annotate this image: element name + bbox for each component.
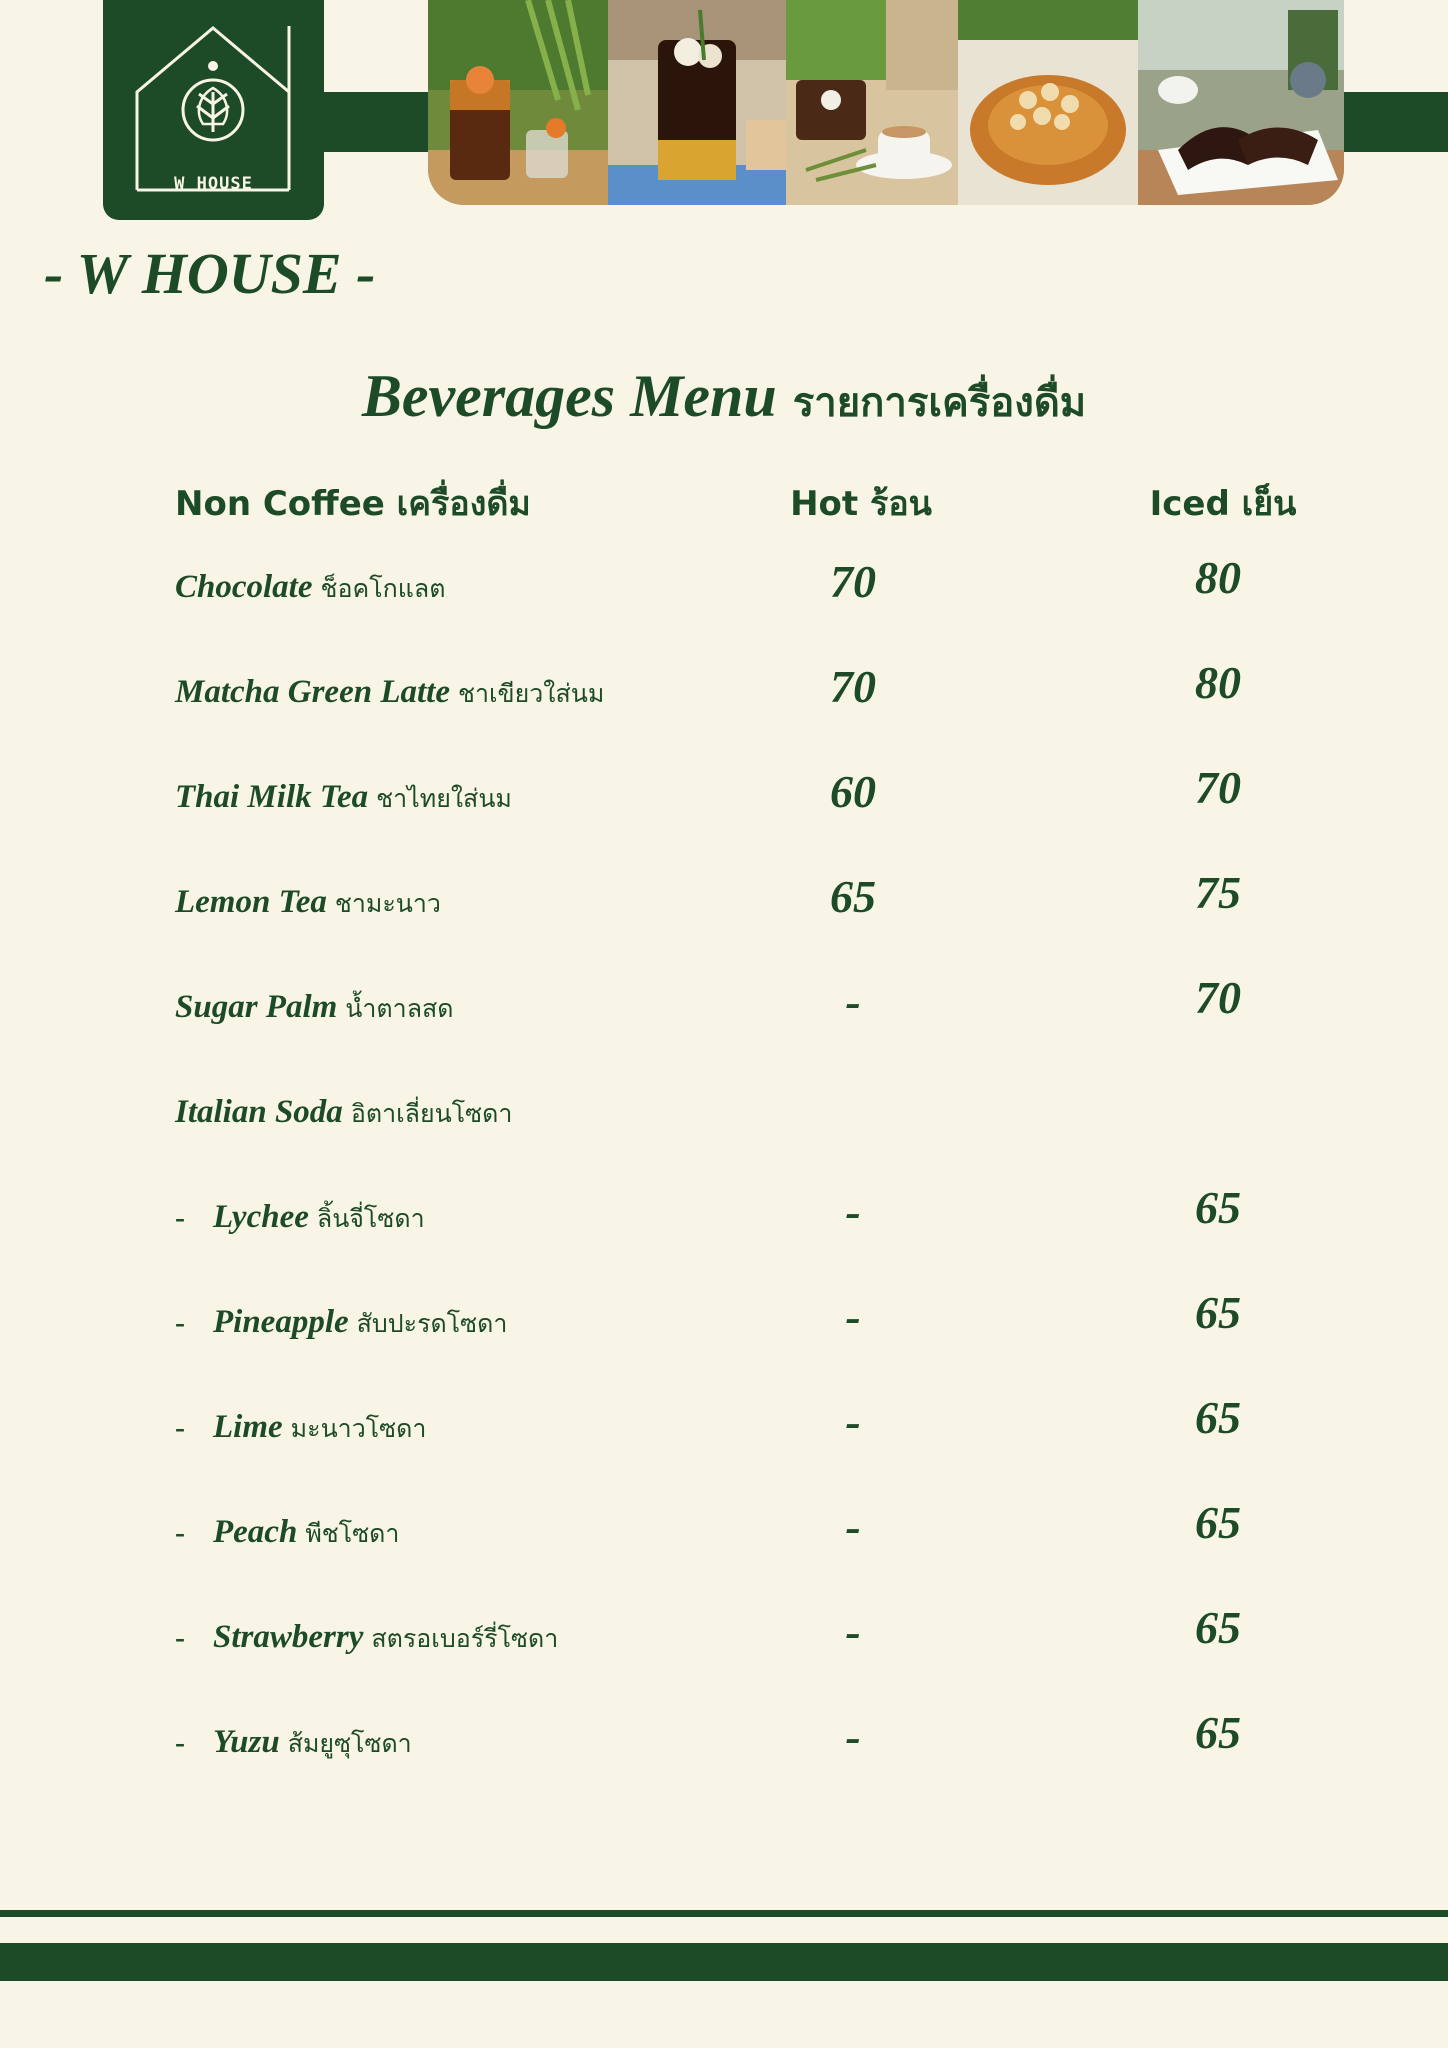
menu-item-row [0,1287,1448,1361]
logo-text: W HOUSE [174,174,253,194]
menu-item-name-th: มะนาวโซดา [290,1414,427,1443]
menu-item-row [0,1602,1448,1676]
photo-hot-latte-and-pastry [786,0,958,205]
price-iced: 80 [1195,657,1241,708]
menu-item-row [0,762,1448,836]
menu-item-row [0,552,1448,626]
menu-item-row [0,867,1448,941]
menu-item-name [175,1396,426,1459]
price-iced: 80 [1195,552,1241,603]
price-iced: 65 [1195,1602,1241,1653]
column-header-hot: Hot ร้อน [790,484,932,524]
price-hot: - [845,1291,861,1342]
menu-item-bullet: - [175,1306,185,1339]
menu-item-name-th: ช็อคโกแลต [320,574,446,603]
menu-item-name [175,556,445,619]
footer-band [0,1943,1448,1981]
menu-item-name-en: Pineapple [213,1304,349,1340]
price-iced: 70 [1195,762,1241,813]
brand-name: - W HOUSE - [44,241,376,306]
price-iced: 75 [1195,867,1241,918]
menu-item-row [0,1497,1448,1571]
menu-item-name [175,976,454,1039]
price-hot: 70 [830,556,876,607]
photo-caramel-nut-croissant [958,0,1138,205]
price-iced: 70 [1195,972,1241,1023]
menu-item-bullet: - [175,1621,185,1654]
menu-item-row [0,1707,1448,1781]
menu-item-name [175,1186,425,1249]
logo [103,0,324,220]
menu-item-name-th: ชาเขียวใส่นม [457,679,605,708]
menu-item-bullet: - [175,1516,185,1549]
menu-item-name-en: Thai Milk Tea [175,779,369,815]
price-iced: 65 [1195,1497,1241,1548]
menu-item-row [0,1392,1448,1466]
price-hot: 60 [830,766,876,817]
price-hot: - [845,1501,861,1552]
menu-item-name-th: ชาไทยใส่นม [376,784,512,813]
menu-item-name-th: ชามะนาว [334,889,441,918]
menu-item-row [0,657,1448,731]
menu-item-name [175,1711,412,1774]
photo-strip [428,0,1344,205]
menu-item-name-en: Lemon Tea [175,884,327,920]
menu-item-name [175,661,604,724]
price-hot: - [845,1186,861,1237]
menu-item-name-th: ลิ้นจี่โซดา [316,1204,425,1233]
photo-chocolate-cake-slices [1138,0,1344,205]
menu-item-name-en: Lime [213,1409,283,1445]
menu-item-row [0,1081,1448,1151]
menu-item-name [175,1081,512,1144]
menu-item-name-th: อิตาเลี่ยนโซดา [350,1099,513,1128]
menu-item-row [0,1182,1448,1256]
photo-iced-orange-coffee [428,0,608,205]
price-hot: 65 [830,871,876,922]
menu-title-en: Beverages Menu [361,363,777,429]
price-hot: 70 [830,661,876,712]
price-iced: 65 [1195,1287,1241,1338]
menu-item-name-en: Sugar Palm [175,989,338,1025]
price-iced: 65 [1195,1392,1241,1443]
menu-item-bullet: - [175,1411,185,1444]
menu-item-name [175,1501,399,1564]
menu-item-name [175,871,441,934]
menu-item-name-th: สับปะรดโซดา [356,1309,508,1338]
price-hot: - [845,976,861,1027]
menu-item-name-en: Lychee [213,1199,309,1235]
menu-item-name-en: Chocolate [175,569,313,605]
menu-item-name-th: ส้มยูซุโซดา [287,1729,412,1758]
menu-item-name-th: สตรอเบอร์รี่โซดา [371,1624,559,1653]
menu-item-name [175,1606,558,1669]
price-iced: 65 [1195,1182,1241,1233]
photo-layered-iced-coffee [608,0,786,205]
menu-item-name-th: พีชโซดา [305,1519,400,1548]
menu-item-name-en: Yuzu [213,1724,280,1760]
menu-item-name [175,1291,507,1354]
price-iced: 65 [1195,1707,1241,1758]
price-hot: - [845,1711,861,1762]
menu-title [0,362,1448,434]
price-hot: - [845,1606,861,1657]
menu-item-row [0,972,1448,1046]
price-hot: - [845,1396,861,1447]
menu-item-name-en: Strawberry [213,1619,364,1655]
menu-item-bullet: - [175,1726,185,1759]
menu-item-name-en: Peach [213,1514,298,1550]
menu-title-th: รายการเครื่องดื่ม [792,380,1087,426]
column-header-item: Non Coffee เครื่องดื่ม [175,484,531,524]
footer-divider [0,1910,1448,1917]
menu-item-name-th: น้ำตาลสด [345,994,454,1023]
menu-item-name [175,766,512,829]
column-header-iced: Iced เย็น [1149,484,1297,524]
menu-item-name-en: Italian Soda [175,1094,343,1130]
menu-item-bullet: - [175,1201,185,1234]
menu-item-name-en: Matcha Green Latte [175,674,450,710]
